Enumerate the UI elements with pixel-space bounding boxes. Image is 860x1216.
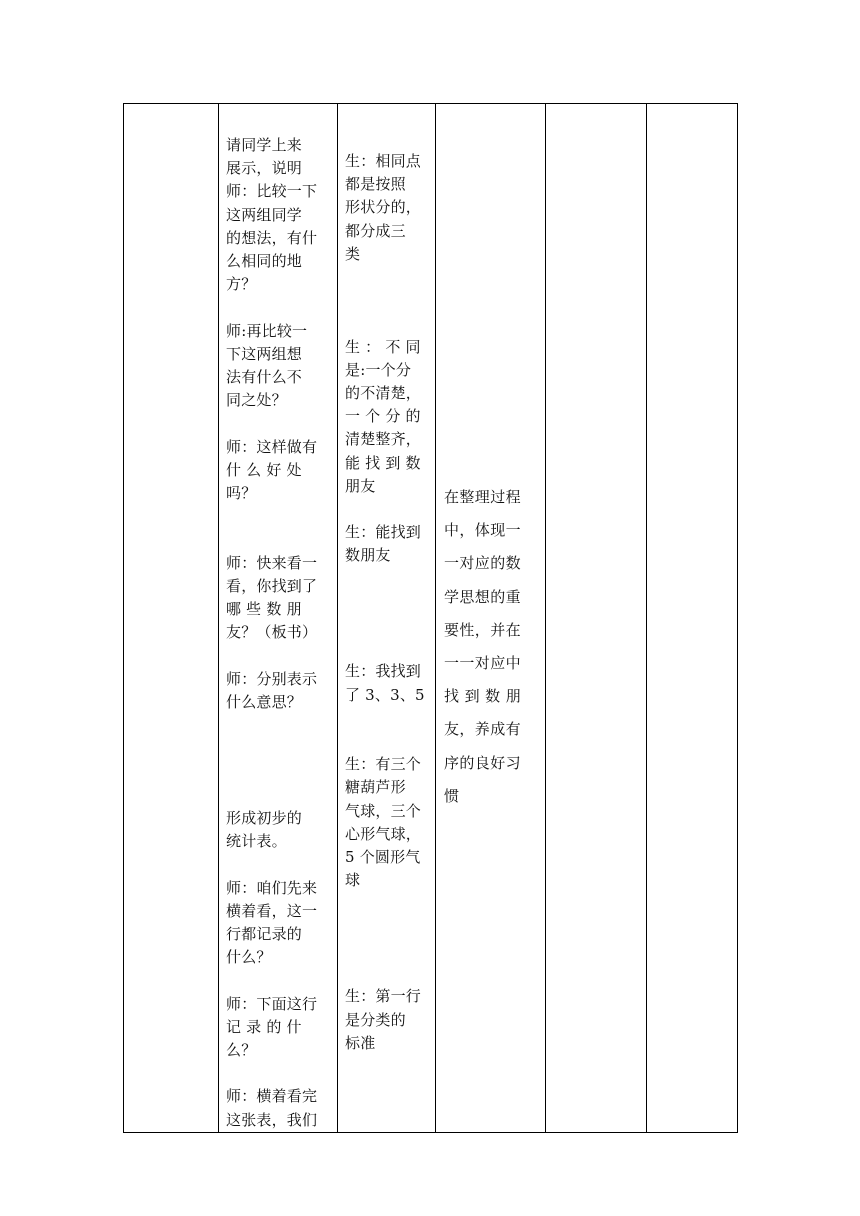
stage-cell bbox=[124, 104, 219, 1133]
student-activity-cell bbox=[338, 104, 436, 1133]
table-row bbox=[124, 104, 738, 1133]
design-intent-cell bbox=[436, 104, 546, 1133]
student-activity-text: 生：相同点 都是按照 形状分的， 都分成三 类 生 ： 不 同 是:一个分 的不清楚， 一 个 分 的 清楚整齐， 能 找 到 数 朋友 生：能找到 数朋友 生：我找到 了 3、3、5 生：有三个 糖葫芦形 气球，三个 心形气球， 5 个圆形气 球 生：第一行 是分类的 标准 bbox=[345, 152, 425, 1052]
teacher-activity-cell bbox=[219, 104, 338, 1133]
teacher-activity-text: 请同学上来 展示，说明 师：比较一下 这两组同学 的想法，有什 么相同的地 方？ 师:再比较一 下这两组想 法有什么不 同之处？ 师：这样做有 什 么 好 处 吗？ 师：快来看一 看，你找到了 哪 些 数 朋 友？（板书） 师：分别表示 什么意思？ 形成初步的 统计表。 师：咱们先来 横着看，这一 行都记录的 什么？ 师：下面这行 记 录 的 什 么？ 师：横着看完 这张表，我们 bbox=[226, 136, 318, 1129]
design-intent-text: 在整理过程 中，体现一 一对应的数 学思想的重 要性，并在 一一对应中 找 到 数 朋 友，养成有 序的良好习 惯 bbox=[444, 488, 522, 805]
blank-cell-5 bbox=[546, 104, 647, 1133]
lesson-plan-table bbox=[123, 103, 738, 1133]
blank-cell-6 bbox=[647, 104, 738, 1133]
